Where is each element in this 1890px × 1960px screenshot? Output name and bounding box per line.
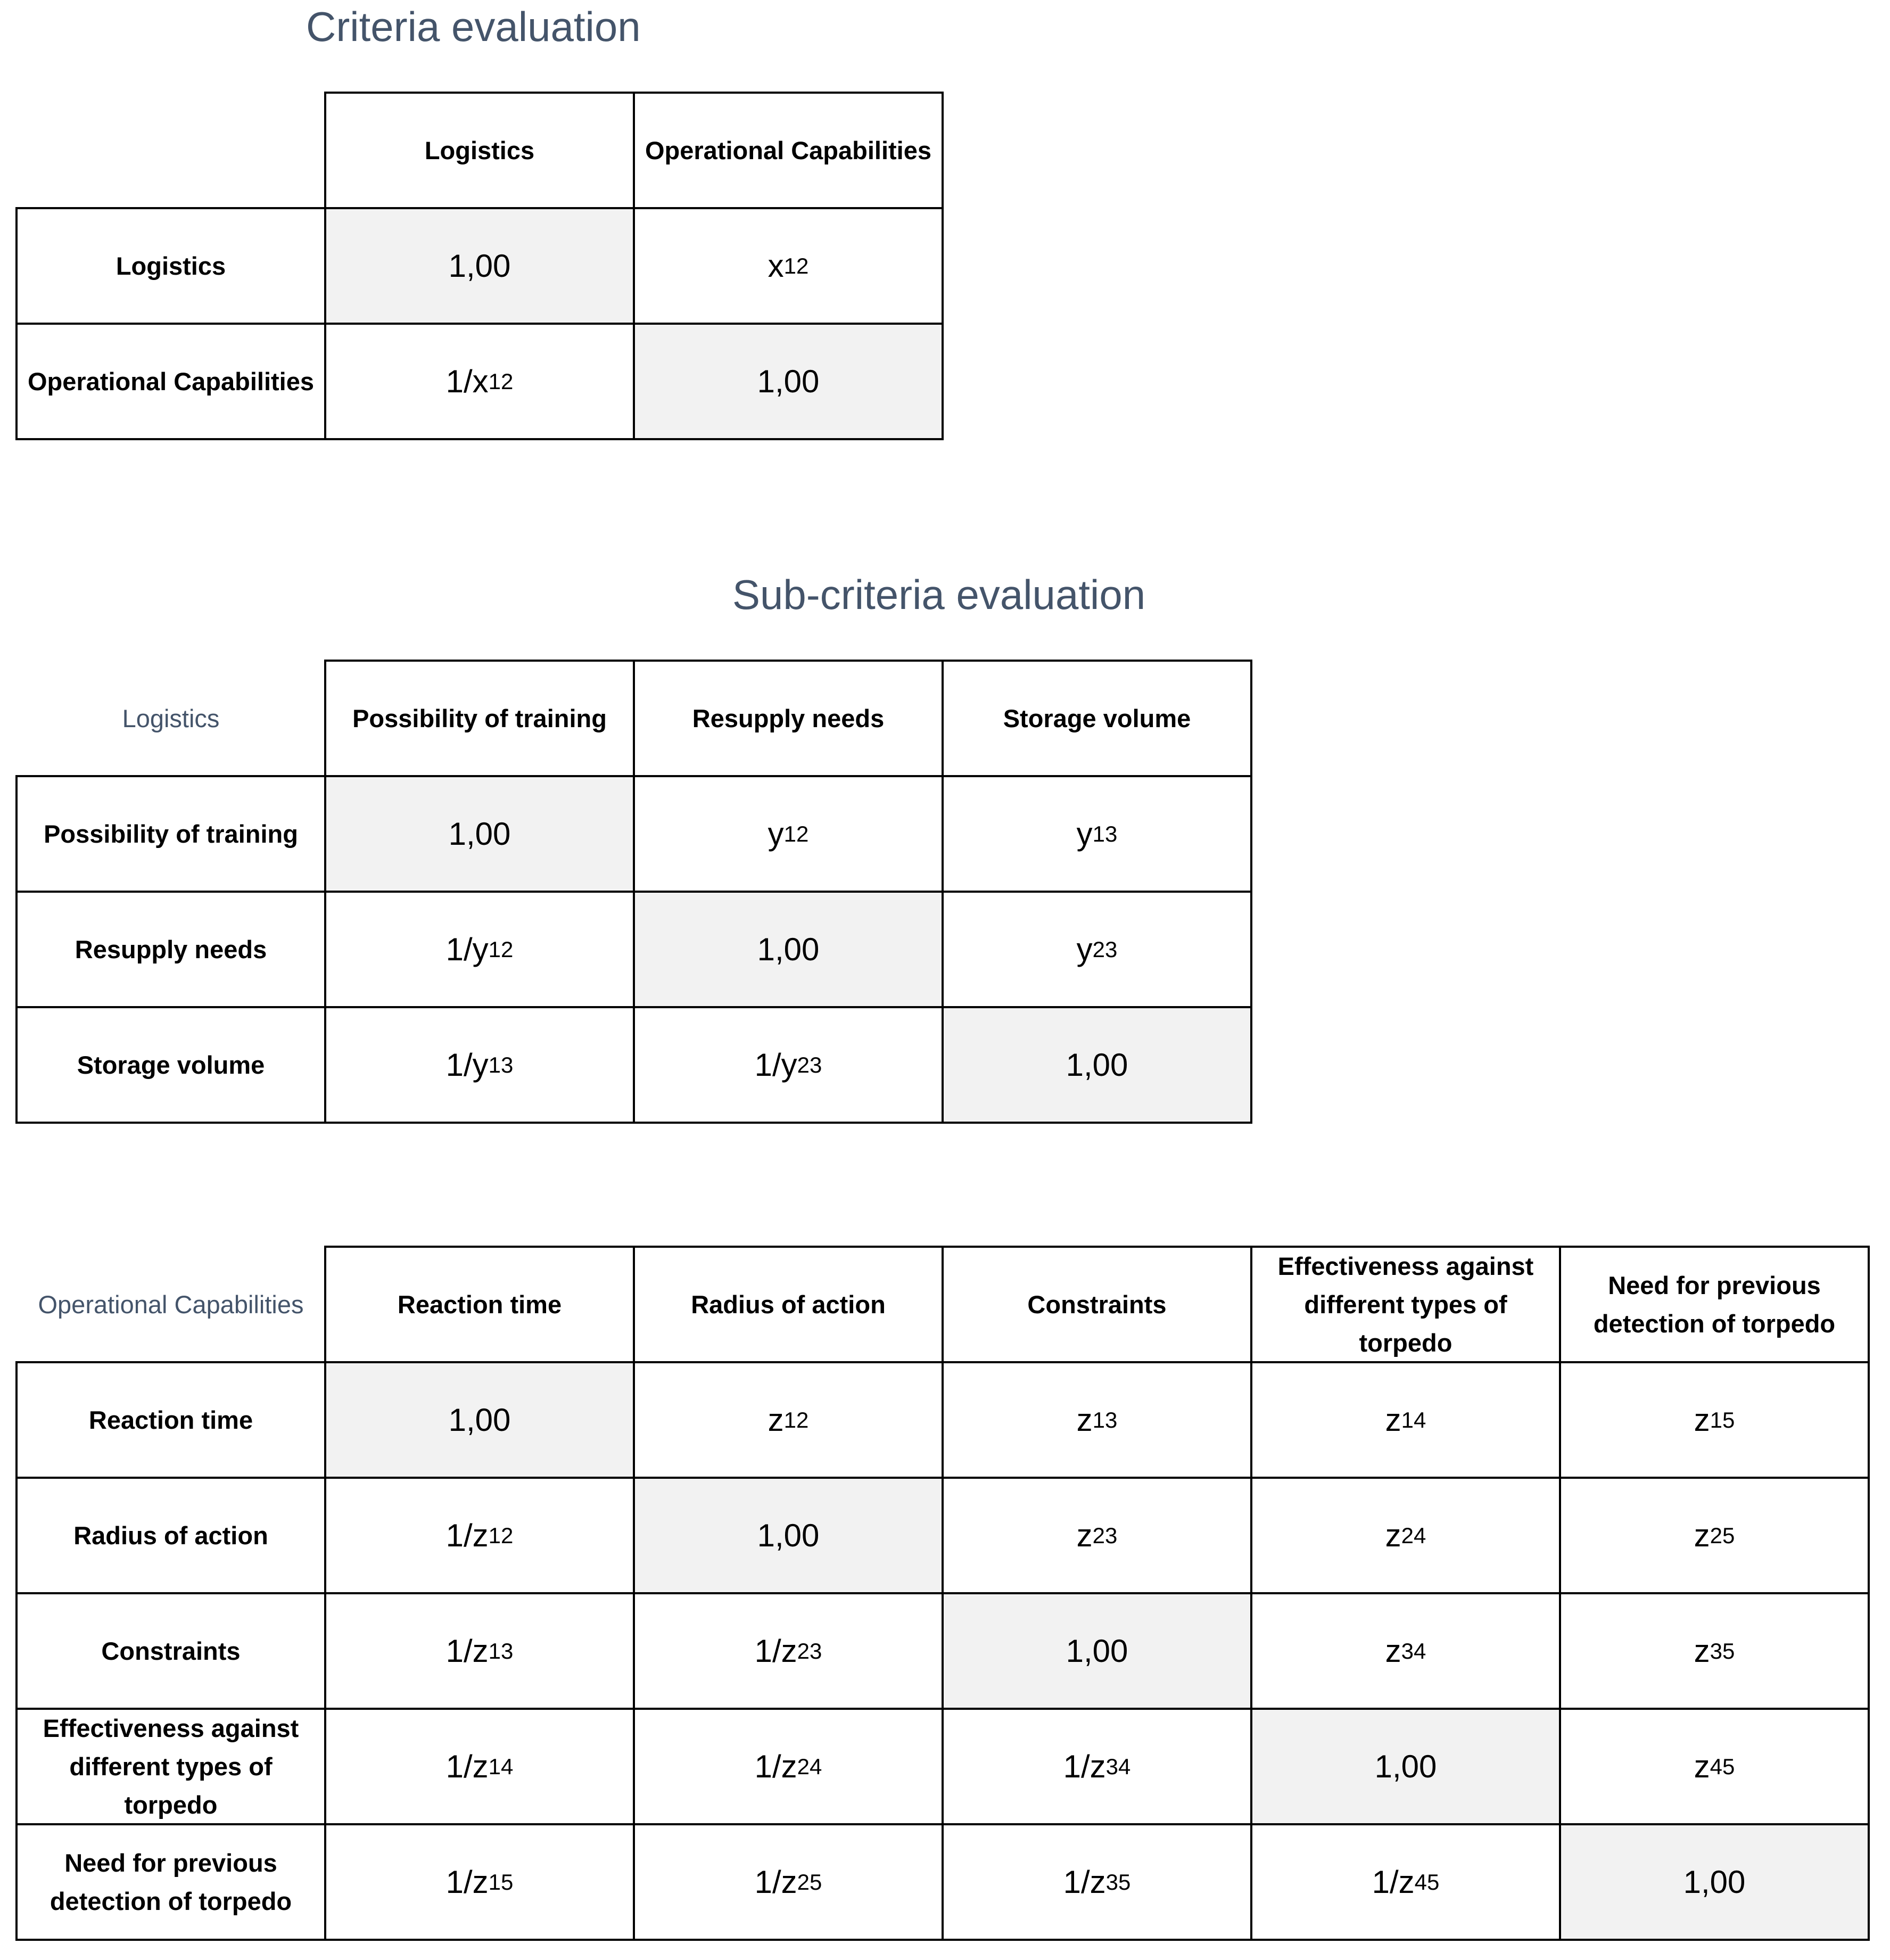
row-header: Operational Capabilities (15, 323, 326, 440)
cell-subscript: 23 (797, 1638, 822, 1663)
cell-subscript: 45 (1710, 1753, 1735, 1779)
cell-value: z (1385, 1633, 1401, 1669)
comparison-cell (1250, 1592, 1561, 1710)
column-header: Storage volume (942, 660, 1252, 777)
cell-value: z (1385, 1518, 1401, 1553)
corner-cell (15, 1246, 326, 1363)
cell-value: 1/z (445, 1864, 489, 1900)
cell-subscript: 13 (1092, 821, 1118, 846)
row-header: Resupply needs (15, 891, 326, 1008)
cell-subscript: 12 (783, 253, 809, 278)
diagonal-cell (324, 1361, 635, 1479)
matrix-row (15, 1477, 1868, 1592)
cell-value: 1/z (445, 1633, 489, 1669)
comparison-cell (1250, 1823, 1561, 1941)
cell-subscript: 35 (1710, 1638, 1735, 1663)
comparison-cell (324, 1477, 635, 1594)
comparison-cell (633, 1361, 944, 1479)
cell-value: z (1694, 1402, 1710, 1438)
row-header: Radius of action (15, 1477, 326, 1594)
sub-criteria-evaluation-title: Sub-criteria evaluation (732, 571, 1146, 618)
diagonal-cell (633, 1477, 944, 1594)
comparison-cell (324, 1006, 635, 1124)
cell-subscript: 25 (1710, 1522, 1735, 1548)
diagonal-cell (1559, 1823, 1870, 1941)
cell-value: 1/y (445, 932, 489, 967)
comparison-cell (324, 891, 635, 1008)
comparison-cell (633, 1006, 944, 1124)
corner-label: Logistics (122, 704, 220, 732)
operational-capabilities-subcriteria-matrix (15, 1246, 1868, 1939)
comparison-cell (942, 1823, 1252, 1941)
cell-value: y (1076, 816, 1093, 852)
cell-value: 1,00 (448, 1402, 511, 1438)
cell-subscript: 12 (488, 1522, 514, 1548)
cell-value: 1/z (445, 1518, 489, 1553)
cell-subscript: 14 (488, 1753, 514, 1779)
column-header: Radius of action (633, 1246, 944, 1363)
comparison-cell (633, 1823, 944, 1941)
corner-label: Operational Capabilities (38, 1290, 304, 1319)
cell-subscript: 34 (1401, 1638, 1426, 1663)
comparison-cell (1559, 1361, 1870, 1479)
cell-value: 1/z (1372, 1864, 1415, 1900)
column-header: Effectiveness against different types of torpedo (1250, 1246, 1561, 1363)
column-header: Constraints (942, 1246, 1252, 1363)
cell-value: 1/z (754, 1633, 797, 1669)
column-header: Logistics (324, 92, 635, 209)
cell-subscript: 15 (1710, 1407, 1735, 1432)
diagonal-cell (942, 1592, 1252, 1710)
cell-value: x (767, 248, 784, 284)
cell-value: 1,00 (757, 1518, 820, 1553)
cell-subscript: 23 (1092, 1522, 1118, 1548)
comparison-cell (1250, 1361, 1561, 1479)
row-header: Reaction time (15, 1361, 326, 1479)
comparison-cell (942, 891, 1252, 1008)
cell-value: z (1694, 1749, 1710, 1784)
diagonal-cell (942, 1006, 1252, 1124)
matrix-row (15, 891, 1250, 1006)
cell-value: 1/z (445, 1749, 489, 1784)
cell-subscript: 25 (797, 1869, 822, 1895)
cell-value: 1/y (445, 1047, 489, 1083)
comparison-cell (633, 775, 944, 893)
cell-subscript: 34 (1105, 1753, 1131, 1779)
cell-subscript: 13 (488, 1638, 514, 1663)
comparison-cell (324, 323, 635, 440)
corner-cell (15, 92, 326, 209)
cell-value: 1/z (1063, 1749, 1106, 1784)
cell-subscript: 13 (488, 1052, 514, 1077)
cell-value: 1,00 (757, 364, 820, 399)
cell-value: 1,00 (757, 932, 820, 967)
cell-value: z (1694, 1633, 1710, 1669)
cell-value: 1/z (754, 1864, 797, 1900)
cell-value: z (1385, 1402, 1401, 1438)
comparison-cell (1559, 1592, 1870, 1710)
diagonal-cell (324, 207, 635, 325)
diagonal-cell (1250, 1708, 1561, 1825)
matrix-row (15, 1592, 1868, 1708)
comparison-cell (633, 1708, 944, 1825)
column-header: Resupply needs (633, 660, 944, 777)
cell-value: 1,00 (448, 248, 511, 284)
comparison-cell (1559, 1477, 1870, 1594)
cell-value: 1,00 (448, 816, 511, 852)
cell-value: y (767, 816, 784, 852)
criteria-evaluation-title: Criteria evaluation (306, 3, 641, 50)
cell-subscript: 14 (1401, 1407, 1426, 1432)
diagonal-cell (633, 323, 944, 440)
cell-subscript: 35 (1105, 1869, 1131, 1895)
corner-cell (15, 660, 326, 777)
matrix-row (15, 1361, 1868, 1477)
cell-value: 1/y (754, 1047, 797, 1083)
row-header: Effectiveness against different types of torpedo (15, 1708, 326, 1825)
header-row (15, 660, 1250, 775)
header-row (15, 92, 942, 207)
cell-subscript: 23 (797, 1052, 822, 1077)
comparison-cell (1559, 1708, 1870, 1825)
cell-subscript: 15 (488, 1869, 514, 1895)
cell-subscript: 24 (797, 1753, 822, 1779)
cell-value: 1/z (754, 1749, 797, 1784)
row-header: Possibility of training (15, 775, 326, 893)
matrix-row (15, 1708, 1868, 1823)
cell-value: 1,00 (1374, 1749, 1437, 1784)
comparison-cell (942, 1477, 1252, 1594)
cell-value: 1,00 (1066, 1047, 1128, 1083)
cell-value: y (1076, 932, 1093, 967)
comparison-cell (324, 1823, 635, 1941)
column-header: Possibility of training (324, 660, 635, 777)
matrix-row (15, 1823, 1868, 1939)
row-header: Logistics (15, 207, 326, 325)
cell-value: 1,00 (1066, 1633, 1128, 1669)
column-header: Need for previous detection of torpedo (1559, 1246, 1870, 1363)
cell-subscript: 13 (1092, 1407, 1118, 1432)
cell-value: z (1076, 1518, 1093, 1553)
matrix-row (15, 1006, 1250, 1122)
cell-value: 1/z (1063, 1864, 1106, 1900)
matrix-row (15, 207, 942, 323)
logistics-subcriteria-matrix (15, 660, 1250, 1122)
cell-subscript: 45 (1414, 1869, 1440, 1895)
cell-value: 1,00 (1683, 1864, 1746, 1900)
cell-value: z (767, 1402, 784, 1438)
comparison-cell (324, 1708, 635, 1825)
cell-subscript: 12 (488, 936, 514, 962)
header-row (15, 1246, 1868, 1361)
comparison-cell (324, 1592, 635, 1710)
cell-subscript: 12 (783, 821, 809, 846)
cell-subscript: 12 (488, 368, 514, 394)
row-header: Constraints (15, 1592, 326, 1710)
matrix-row (15, 323, 942, 438)
comparison-cell (942, 1361, 1252, 1479)
criteria-matrix (15, 92, 942, 438)
cell-subscript: 12 (783, 1407, 809, 1432)
cell-value: z (1694, 1518, 1710, 1553)
comparison-cell (942, 775, 1252, 893)
comparison-cell (942, 1708, 1252, 1825)
cell-subscript: 23 (1092, 936, 1118, 962)
cell-value: z (1076, 1402, 1093, 1438)
diagonal-cell (633, 891, 944, 1008)
row-header: Need for previous detection of torpedo (15, 1823, 326, 1941)
column-header: Reaction time (324, 1246, 635, 1363)
cell-value: 1/x (445, 364, 489, 399)
diagonal-cell (324, 775, 635, 893)
comparison-cell (633, 207, 944, 325)
column-header: Operational Capabilities (633, 92, 944, 209)
matrix-row (15, 775, 1250, 891)
cell-subscript: 24 (1401, 1522, 1426, 1548)
comparison-cell (1250, 1477, 1561, 1594)
comparison-cell (633, 1592, 944, 1710)
row-header: Storage volume (15, 1006, 326, 1124)
